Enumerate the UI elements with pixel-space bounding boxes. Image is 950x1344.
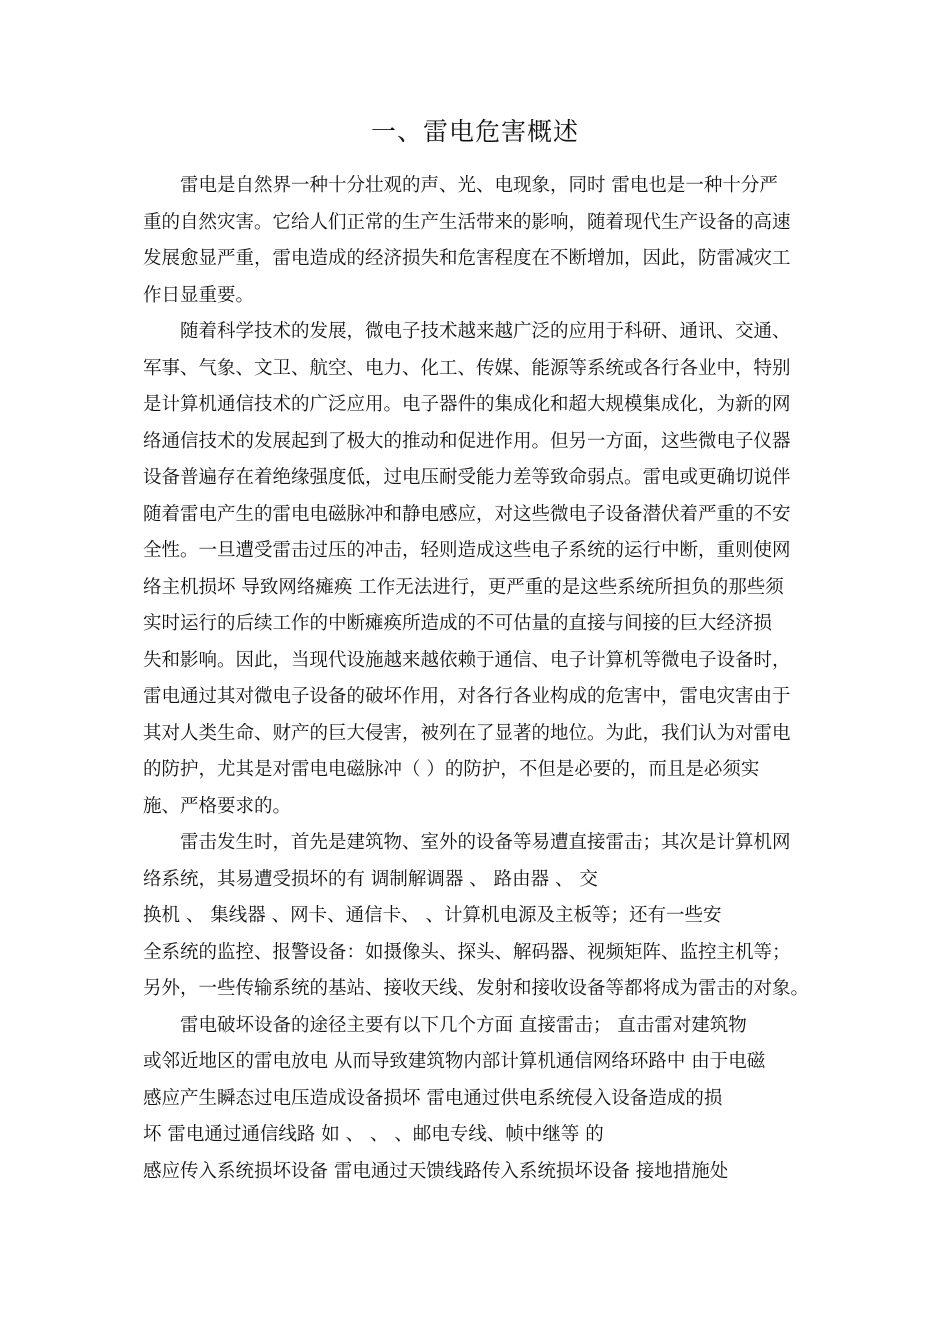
- text-line: 络通信技术的发展起到了极大的推动和促进作用。但另一方面，这些微电子仪器: [143, 430, 791, 452]
- paragraph: [143, 314, 809, 825]
- page-title: 一、雷电危害概述: [370, 117, 579, 146]
- text-line: 随着科学技术的发展，微电子技术越来越广泛的应用于科研、通讯、交通、: [180, 321, 791, 342]
- paragraph: [143, 1008, 809, 1191]
- text-line: 全系统的监控、报警设备：如摄像头、探头、解码器、视频矩阵、监控主机等；: [143, 941, 791, 963]
- text-line: 坏 雷电通过通信线路 如 、 、 、邮电专线、帧中继等 的: [143, 1124, 604, 1145]
- text-line: 全性。一旦遭受雷击过压的冲击，轻则造成这些电子系统的运行中断，重则使网: [143, 540, 791, 561]
- text-line: 随着雷电产生的雷电电磁脉冲和静电感应，对这些微电子设备潜伏着严重的不安: [143, 503, 791, 525]
- text-line: 的防护，尤其是对雷电电磁脉冲（ ）的防护，不但是必要的，而且是必须实: [143, 759, 760, 780]
- text-line: 雷电是自然界一种十分壮观的声、光、电现象，同时 雷电也是一种十分严: [180, 175, 778, 196]
- text-line: 作日显重要。: [143, 284, 255, 306]
- text-line: 或邻近地区的雷电放电 从而导致建筑物内部计算机通信网络环路中 由于电磁: [143, 1051, 766, 1072]
- document-body: [143, 168, 809, 1190]
- text-line: 雷击发生时，首先是建筑物、室外的设备等易遭直接雷击；其次是计算机网: [180, 832, 791, 853]
- text-line: 施、严格要求的。: [143, 795, 292, 817]
- text-line: 军事、气象、文卫、航空、电力、化工、传媒、能源等系统或各行各业中，特别: [143, 357, 791, 379]
- text-line: 换机 、 集线器 、网卡、通信卡、 、计算机电源及主板等；还有一些安: [143, 905, 722, 926]
- text-line: 实时运行的后续工作的中断瘫痪所造成的不可估量的直接与间接的巨大经济损: [143, 613, 773, 634]
- text-line: 络主机损坏 导致网络瘫痪 工作无法进行，更严重的是这些系统所担负的那些须: [143, 576, 784, 598]
- text-line: 感应传入系统损坏设备 雷电通过天馈线路传入系统损坏设备 接地措施处: [143, 1160, 729, 1182]
- text-line: 设备普遍存在着绝缘强度低，过电压耐受能力差等致命弱点。雷电或更确切说伴: [143, 467, 791, 488]
- paragraph: [143, 825, 809, 1008]
- text-line: 感应产生瞬态过电压造成设备损坏 雷电通过供电系统侵入设备造成的损: [143, 1087, 723, 1109]
- text-line: 重的自然灾害。它给人们正常的生产生活带来的影响，随着现代生产设备的高速: [143, 211, 791, 233]
- text-line: 发展愈显严重，雷电造成的经济损失和危害程度在不断增加，因此，防雷减灾工: [143, 248, 791, 269]
- text-line: 另外，一些传输系统的基站、接收天线、发射和接收设备等都将成为雷击的对象。: [143, 978, 809, 999]
- text-line: 其对人类生命、财产的巨大侵害，被列在了显著的地位。为此，我们认为对雷电: [143, 722, 791, 744]
- text-line: 是计算机通信技术的广泛应用。电子器件的集成化和超大规模集成化，为新的网: [143, 394, 791, 415]
- text-line: 雷电通过其对微电子设备的破坏作用，对各行各业构成的危害中，雷电灾害由于: [143, 686, 791, 707]
- paragraph: [143, 168, 809, 314]
- text-line: 失和影响。因此，当现代设施越来越依赖于通信、电子计算机等微电子设备时，: [143, 649, 791, 671]
- text-line: 络系统，其易遭受损坏的有 调制解调器 、 路由器 、 交: [143, 868, 598, 890]
- text-line: 雷电破坏设备的途径主要有以下几个方面 直接雷击； 直击雷对建筑物: [180, 1014, 747, 1036]
